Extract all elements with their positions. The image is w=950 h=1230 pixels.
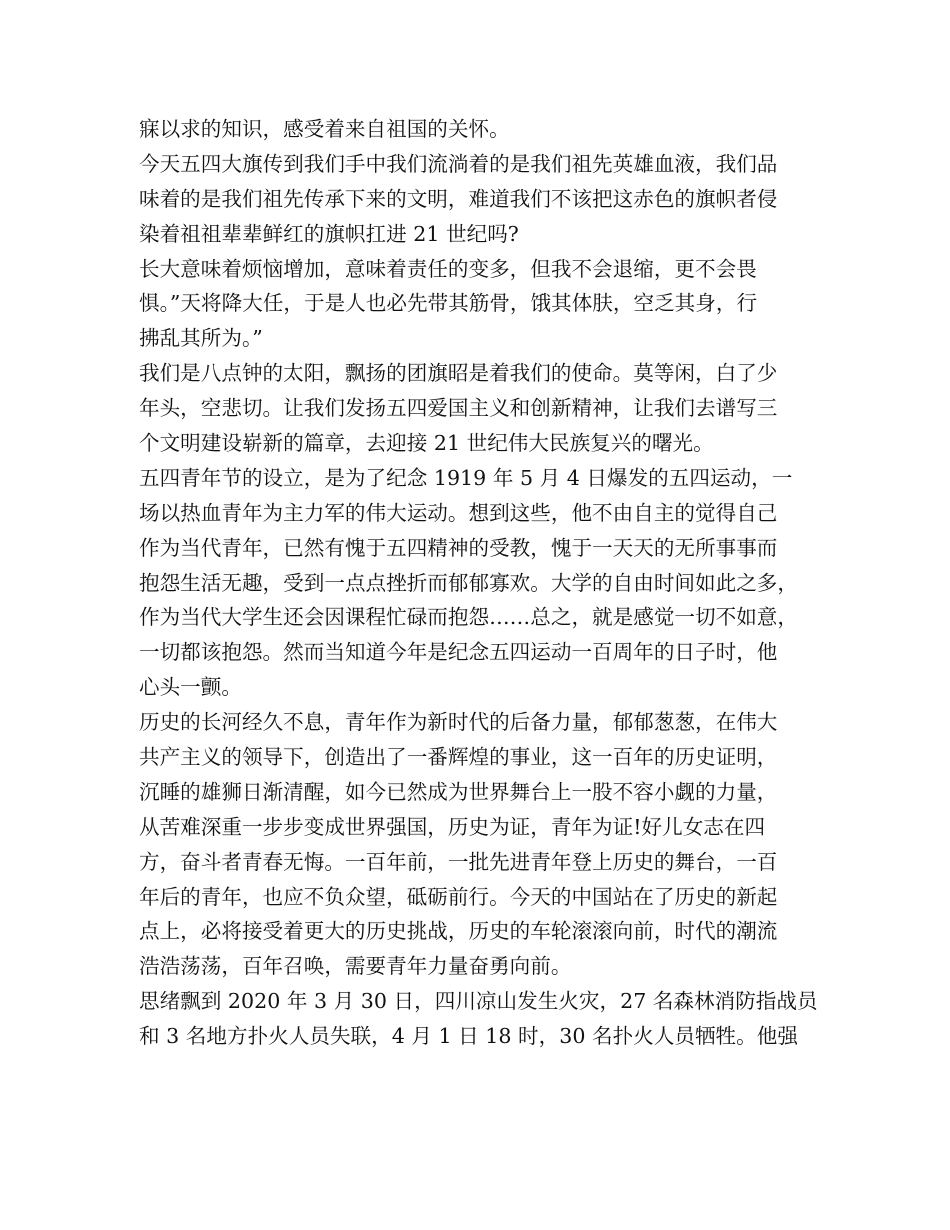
text-line: 沉睡的雄狮日渐清醒，如今已然成为世界舞台上一股不容小觑的力量， xyxy=(139,779,778,804)
text-line: 年后的青年，也应不负众望，砥砺前行。今天的中国站在了历史的新起 xyxy=(139,884,778,909)
text-line: 共产主义的领导下，创造出了一番辉煌的事业，这一百年的历史证明， xyxy=(139,745,778,770)
text-line: 长大意味着烦恼增加，意味着责任的变多，但我不会退缩，更不会畏 xyxy=(139,256,757,281)
text-line: 惧。”天将降大任，于是人也必先带其筋骨，饿其体肤，空乏其身，行 xyxy=(139,291,758,316)
text-line: 抱怨生活无趣，受到一点点挫折而郁郁寡欢。大学的自由时间如此之多， xyxy=(139,570,798,595)
text-line: 一切都该抱怨。然而当知道今年是纪念五四运动一百周年的日子时，他 xyxy=(139,640,778,665)
text-line: 点上，必将接受着更大的历史挑战，历史的车轮滚滚向前，时代的潮流 xyxy=(139,919,778,944)
text-line: 年头，空悲切。让我们发扬五四爱国主义和创新精神，让我们去谱写三 xyxy=(139,396,778,421)
text-line: 历史的长河经久不息，青年作为新时代的后备力量，郁郁葱葱，在伟大 xyxy=(139,710,778,735)
text-line: 从苦难深重一步步变成世界强国，历史为证，青年为证!好儿女志在四 xyxy=(139,814,766,839)
text-line: 心头一颤。 xyxy=(139,675,242,700)
text-line: 思绪飘到 2020 年 3 月 30 日，四川凉山发生火灾，27 名森林消防指战员 xyxy=(139,989,818,1014)
text-line: 我们是八点钟的太阳，飘扬的团旗昭是着我们的使命。莫等闲，白了少 xyxy=(139,361,778,386)
text-line: 今天五四大旗传到我们手中我们流淌着的是我们祖先英雄血液，我们品 xyxy=(139,151,778,176)
text-line: 染着祖祖辈辈鲜红的旗帜扛进 21 世纪吗? xyxy=(139,221,519,246)
text-line: 方，奋斗者青春无悔。一百年前，一批先进青年登上历史的舞台，一百 xyxy=(139,849,778,874)
text-line: 拂乱其所为。” xyxy=(139,326,263,351)
text-line: 场以热血青年为主力军的伟大运动。想到这些，他不由自主的觉得自己 xyxy=(139,500,778,525)
text-line: 个文明建设崭新的篇章，去迎接 21 世纪伟大民族复兴的曙光。 xyxy=(139,431,714,456)
text-line: 作为当代大学生还会因课程忙碌而抱怨……总之，就是感觉一切不如意， xyxy=(139,605,798,630)
text-line: 寐以求的知识，感受着来自祖国的关怀。 xyxy=(139,117,510,141)
text-line: 和 3 名地方扑火人员失联，4 月 1 日 18 时，30 名扑火人员牺牲。他强 xyxy=(139,1024,798,1049)
body-text xyxy=(139,112,819,1054)
text-line: 味着的是我们祖先传承下来的文明，难道我们不该把这赤色的旗帜者侵 xyxy=(139,186,778,211)
text-line: 浩浩荡荡，百年召唤，需要青年力量奋勇向前。 xyxy=(139,954,572,979)
text-line: 五四青年节的设立，是为了纪念 1919 年 5 月 4 日爆发的五四运动，一 xyxy=(139,465,793,490)
text-line: 作为当代青年，已然有愧于五四精神的受教，愧于一天天的无所事事而 xyxy=(139,535,778,560)
